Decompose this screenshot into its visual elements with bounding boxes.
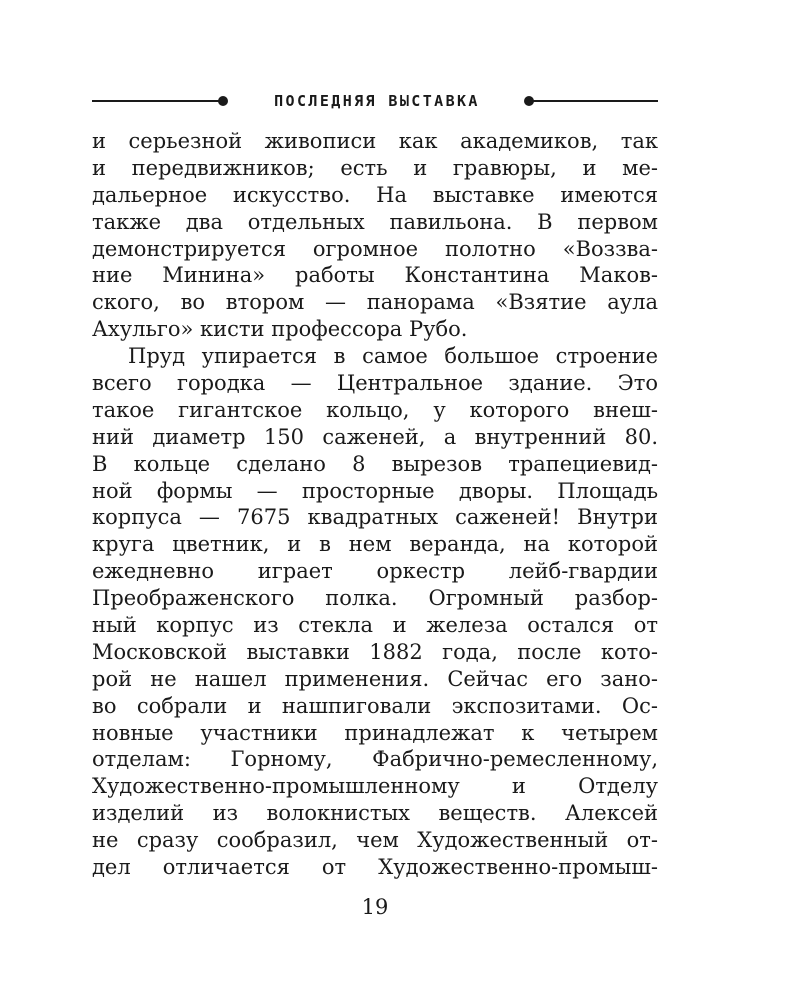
running-header-title: ПОСЛЕДНЯЯ ВЫСТАВКА bbox=[274, 92, 480, 110]
text-line: всего городка — Центральное здание. Это bbox=[92, 371, 658, 396]
text-line: Ахульго» кисти профессора Рубо. bbox=[92, 317, 468, 342]
text-line: такое гигантское кольцо, у которого внеш- bbox=[92, 397, 658, 422]
header-rule-left bbox=[92, 100, 220, 102]
text-line: Московской выставки 1882 года, после кото- bbox=[92, 639, 658, 664]
text-line: дел отличается от Художественно-промыш- bbox=[92, 855, 658, 880]
text-line: Художественно-промышленному и Отделу bbox=[92, 774, 658, 799]
paragraph bbox=[92, 128, 658, 343]
text-line: ний диаметр 150 саженей, а внутренний 80. bbox=[92, 424, 658, 449]
text-line: Пруд упирается в самое большое строение bbox=[128, 344, 658, 369]
text-line: рой не нашел применения. Сейчас его зано- bbox=[92, 666, 658, 691]
text-line: Преображенского полка. Огромный разбор- bbox=[92, 586, 658, 611]
text-line: новные участники принадлежат к четырем bbox=[92, 720, 658, 745]
text-line: изделий из волокнистых веществ. Алексей bbox=[92, 801, 658, 826]
text-line: дальерное искусство. На выставке имеются bbox=[92, 182, 658, 207]
text-line: ежедневно играет оркестр лейб-гвардии bbox=[92, 559, 658, 584]
paragraph bbox=[92, 343, 658, 881]
page-number: 19 bbox=[361, 895, 389, 919]
text-line: отделам: Горному, Фабрично-ремесленному, bbox=[92, 747, 658, 772]
text-line: ной формы — просторные дворы. Площадь bbox=[92, 478, 658, 503]
text-line: В кольце сделано 8 вырезов трапециевид- bbox=[92, 451, 658, 476]
text-line: корпуса — 7675 квадратных саженей! Внутри bbox=[92, 505, 658, 530]
text-line: во собрали и нашпиговали экспозитами. Ос- bbox=[92, 693, 658, 718]
body-text bbox=[92, 128, 658, 881]
header-rule-right bbox=[532, 100, 658, 102]
running-header bbox=[92, 88, 658, 114]
text-line: демонстрируется огромное полотно «Воззва- bbox=[92, 236, 658, 261]
text-line: также два отдельных павильона. В первом bbox=[92, 209, 658, 234]
text-line: ние Минина» работы Константина Маков- bbox=[92, 263, 658, 288]
text-line: ского, во втором — панорама «Взятие аула bbox=[92, 290, 658, 315]
text-line: и передвижников; есть и гравюры, и ме- bbox=[92, 155, 658, 180]
text-line: круга цветник, и в нем веранда, на которой bbox=[92, 532, 658, 557]
text-line: ный корпус из стекла и железа остался от bbox=[92, 613, 658, 638]
text-line: и серьезной живописи как академиков, так bbox=[92, 129, 658, 153]
text-line: не сразу сообразил, чем Художественный от- bbox=[92, 828, 658, 853]
header-bullet-left bbox=[218, 96, 228, 106]
